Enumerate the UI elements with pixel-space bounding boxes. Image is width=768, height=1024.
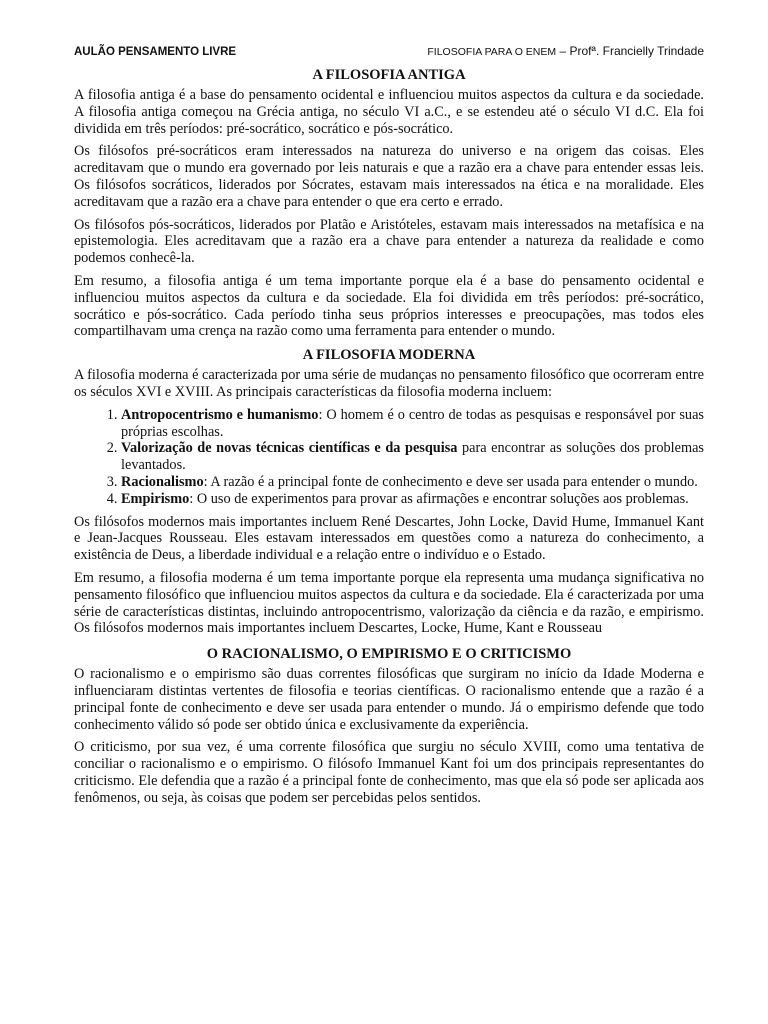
paragraph: A filosofia moderna é caracterizada por uma série de mudanças no pensamento filosófico que ocorreram entre os séculos XVI e XVIII. As principais características da filosofia moderna incluem:: [74, 367, 704, 400]
list-item-term: Antropocentrismo e humanismo: [121, 406, 319, 423]
paragraph: Os filósofos modernos mais importantes incluem René Descartes, John Locke, David Hume, Immanuel Kant e Jean-Jacques Rousseau. Eles estavam interessados em questões como a natureza do conhecimento, a existência de Deus, a liberdade individual e a relação entre o indivíduo e o Estado.: [74, 513, 704, 564]
section-title-moderna: A FILOSOFIA MODERNA: [302, 347, 476, 364]
list-item: [121, 407, 704, 441]
list-item-text: para encontrar as soluções dos problemas levantados.: [121, 440, 704, 474]
list-item-text: : O homem é o centro de todas as pesquisas e responsável por suas próprias escolhas.: [121, 406, 704, 440]
page-header: [74, 44, 704, 64]
list-item-text: : A razão é a principal fonte de conhecimento e deve ser usada para entender o mundo.: [203, 473, 698, 490]
list-item-text: : O uso de experimentos para provar as afirmações e encontrar soluções aos problemas.: [189, 490, 689, 507]
list-item-term: Valorização de novas técnicas científicas e da pesquisa: [121, 440, 458, 457]
list-item: [121, 474, 704, 491]
characteristics-list: [74, 407, 704, 508]
list-item: [121, 491, 704, 508]
paragraph: O criticismo, por sua vez, é uma corrente filosófica que surgiu no século XVIII, como uma tentativa de conciliar o racionalismo e o empirismo. O filósofo Immanuel Kant foi um dos principais representantes do criticismo. Ele defendia que a razão é a principal fonte de conhecimento, mas que ela só pode ser aplicada aos fenômenos, ou seja, às coisas que podem ser percebidas pelos sentidos.: [74, 739, 704, 806]
section-title-antiga: A FILOSOFIA ANTIGA: [312, 67, 466, 83]
header-teacher: – Profª. Francielly Trindade: [556, 44, 704, 58]
header-subject: FILOSOFIA PARA O ENEM: [427, 46, 557, 58]
paragraph: A filosofia antiga é a base do pensamento ocidental e influenciou muitos aspectos da cultura e da sociedade. A filosofia antiga começou na Grécia antiga, no século VI a.C., e se estendeu até o século VI d.C. Ela foi dividida em três períodos: pré-socrático, socrático e pós-socrático.: [74, 87, 704, 137]
paragraph: O racionalismo e o empirismo são duas correntes filosóficas que surgiram no início da Idade Moderna e influenciaram distintas vertentes de filosofia e teorias científicas. O racionalismo entende que a razão é a principal fonte de conhecimento e deve ser usada para entender o mundo. Já o empirismo defende que todo conhecimento válido só pode ser obtido única e exclusivamente da experiência.: [74, 666, 704, 733]
paragraph: Em resumo, a filosofia moderna é um tema importante porque ela representa uma mudança significativa no pensamento filosófico que influenciou muitos aspectos da cultura e da sociedade. Ela é caracterizada por uma série de características distintas, incluindo antropocentrismo, valorização da ciência e da razão, e empirismo. Os filósofos modernos mais importantes incluem Descartes, Locke, Hume, Kant e Rousseau: [74, 569, 704, 637]
list-item: [121, 440, 704, 474]
section-title-racionalismo: O RACIONALISMO, O EMPIRISMO E O CRITICISMO: [206, 646, 572, 663]
list-item-term: Empirismo: [121, 490, 190, 507]
paragraph: Os filósofos pré-socráticos eram interessados na natureza do universo e na origem das coisas. Eles acreditavam que o mundo era governado por leis naturais e que a razão era a chave para entender essas leis. Os filósofos socráticos, liderados por Sócrates, estavam mais interessados na ética e na moralidade. Eles acreditavam que a razão era a chave para entender o que era certo e errado.: [74, 143, 704, 210]
header-course-title: AULÃO PENSAMENTO LIVRE: [74, 46, 237, 58]
paragraph: Os filósofos pós-socráticos, liderados por Platão e Aristóteles, estavam mais interessados na metafísica e na epistemologia. Eles acreditavam que a razão era a chave para entender a natureza da realidade e como podemos conhecê-la.: [74, 216, 704, 267]
paragraph: Em resumo, a filosofia antiga é um tema importante porque ela é a base do pensamento ocidental e influenciou muitos aspectos da cultura e da sociedade. Ela foi dividida em três períodos: pré-socrático, socrático e pós-socrático. Cada período tinha seus próprios interesses e preocupações, mas todos eles compartilhavam uma crença na razão como uma ferramenta para entender o mundo.: [74, 272, 704, 340]
header-subject-teacher: [427, 44, 704, 58]
list-item-term: Racionalismo: [121, 473, 204, 490]
document-page: [74, 44, 704, 812]
